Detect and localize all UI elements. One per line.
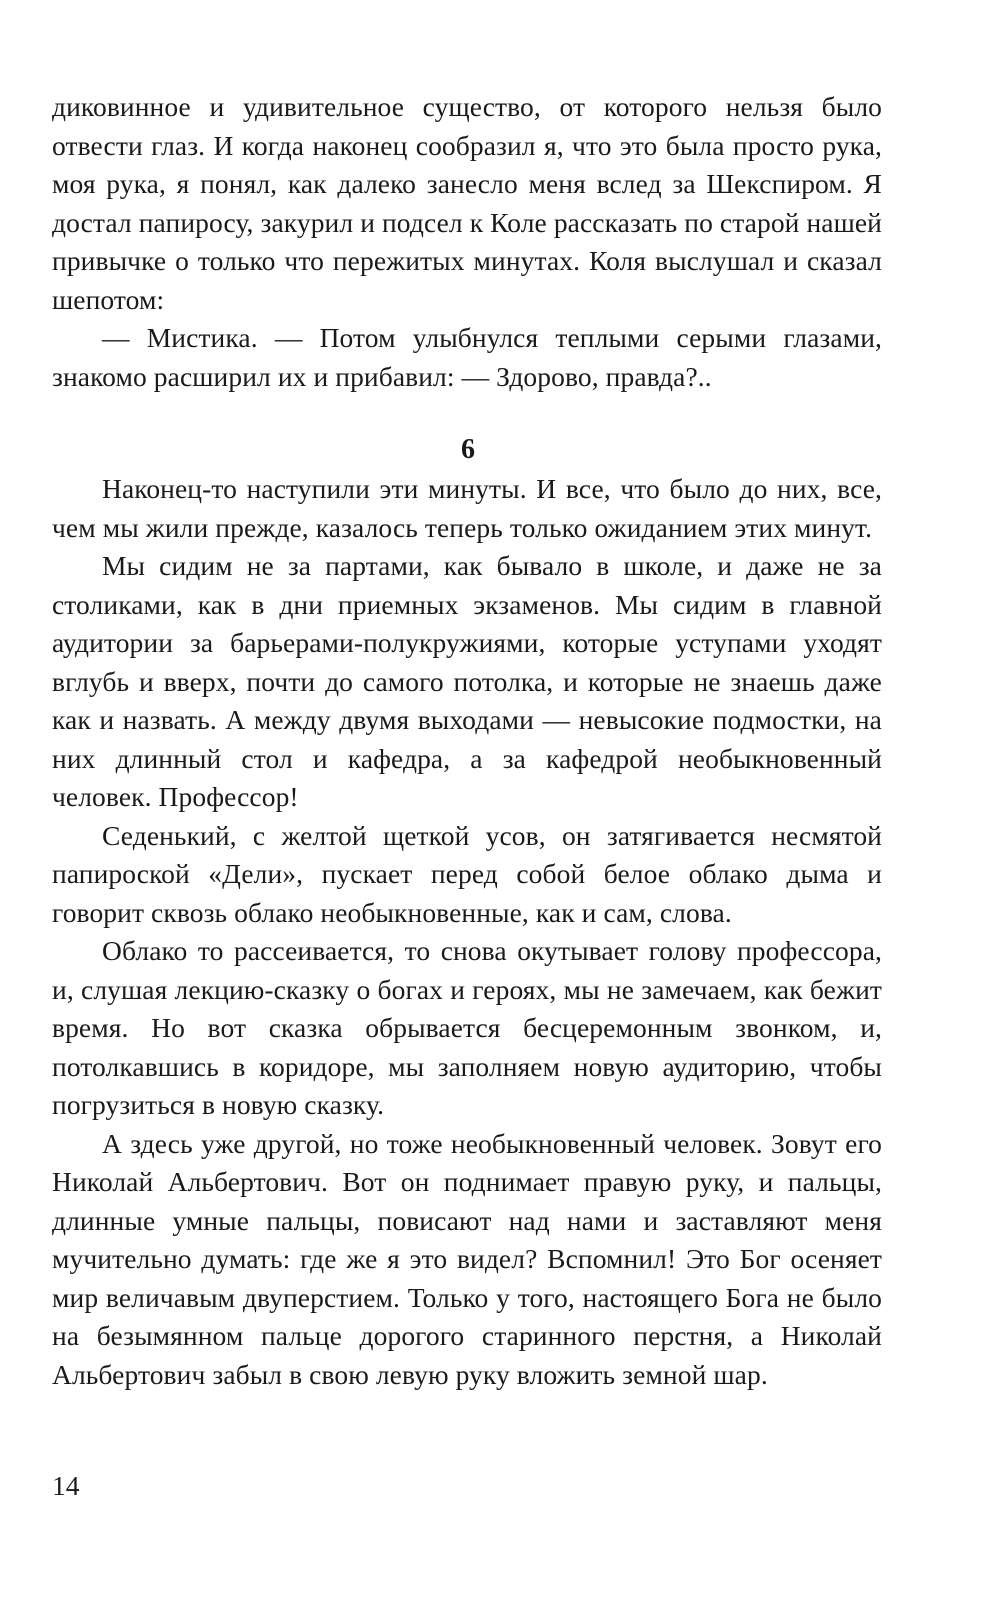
paragraph-continued: диковинное и удивительное существо, от которого нельзя было отвести глаз. И когда наконец сообразил я, что это была просто рука, моя рука, я понял, как далеко занесло меня вслед за Шекспиром. Я достал папиросу, закурил и подсел к Коле рассказать по старой нашей привычке о только что пережитых минутах. Коля выслушал и сказал шепотом:: [52, 91, 882, 315]
paragraph: Облако то рассеивается, то снова окутывает голову профессора, и, слушая лекцию-сказку о богах и героях, мы не замечаем, как бежит время. Но вот сказка обрывается бесцеремонным звонком, и, потолкавшись в коридоре, мы заполняем новую аудиторию, чтобы погрузиться в новую сказку.: [52, 935, 882, 1120]
paragraph: А здесь уже другой, но тоже необыкновенный человек. Зовут его Николай Альбертович. Вот он поднимает правую руку, и пальцы, длинные умные пальцы, повисают над нами и заставляют меня мучительно думать: где же я это видел? Вспомнил! Это Бог осеняет мир величавым двуперстием. Только у того, настоящего Бога не было на безымянном пальце дорогого старинного перстня, а Николай Альбертович забыл в свою левую руку вложить земной шар.: [52, 1127, 882, 1390]
continued-text: [52, 88, 882, 396]
chapter-number: 6: [461, 434, 475, 465]
paragraph-dialogue: — Мистика. — Потом улыбнулся теплыми серыми глазами, знакомо расширил их и прибавил: — Здорово, правда?..: [52, 322, 882, 392]
chapter-text: [52, 470, 882, 1394]
paragraph: Мы сидим не за партами, как бывало в школе, и даже не за столиками, как в дни приемных экзаменов. Мы сидим в главной аудитории за барьерами-полукружиями, которые уступами уходят вглубь и вверх, почти до самого потолка, и которые не знаешь даже как и назвать. А между двумя выходами — невысокие подмостки, на них длинный стол и кафедра, а за кафедрой необыкновенный человек. Профессор!: [52, 550, 882, 812]
paragraph: Седенький, с желтой щеткой усов, он затягивается несмятой папироской «Дели», пускает перед собой белое облако дыма и говорит сквозь облако необыкновенные, как и сам, слова.: [52, 819, 882, 928]
paragraph: Наконец-то наступили эти минуты. И все, что было до них, все, чем мы жили прежде, казалось теперь только ожиданием этих минут.: [52, 473, 882, 543]
page-number: 14: [52, 1470, 80, 1501]
